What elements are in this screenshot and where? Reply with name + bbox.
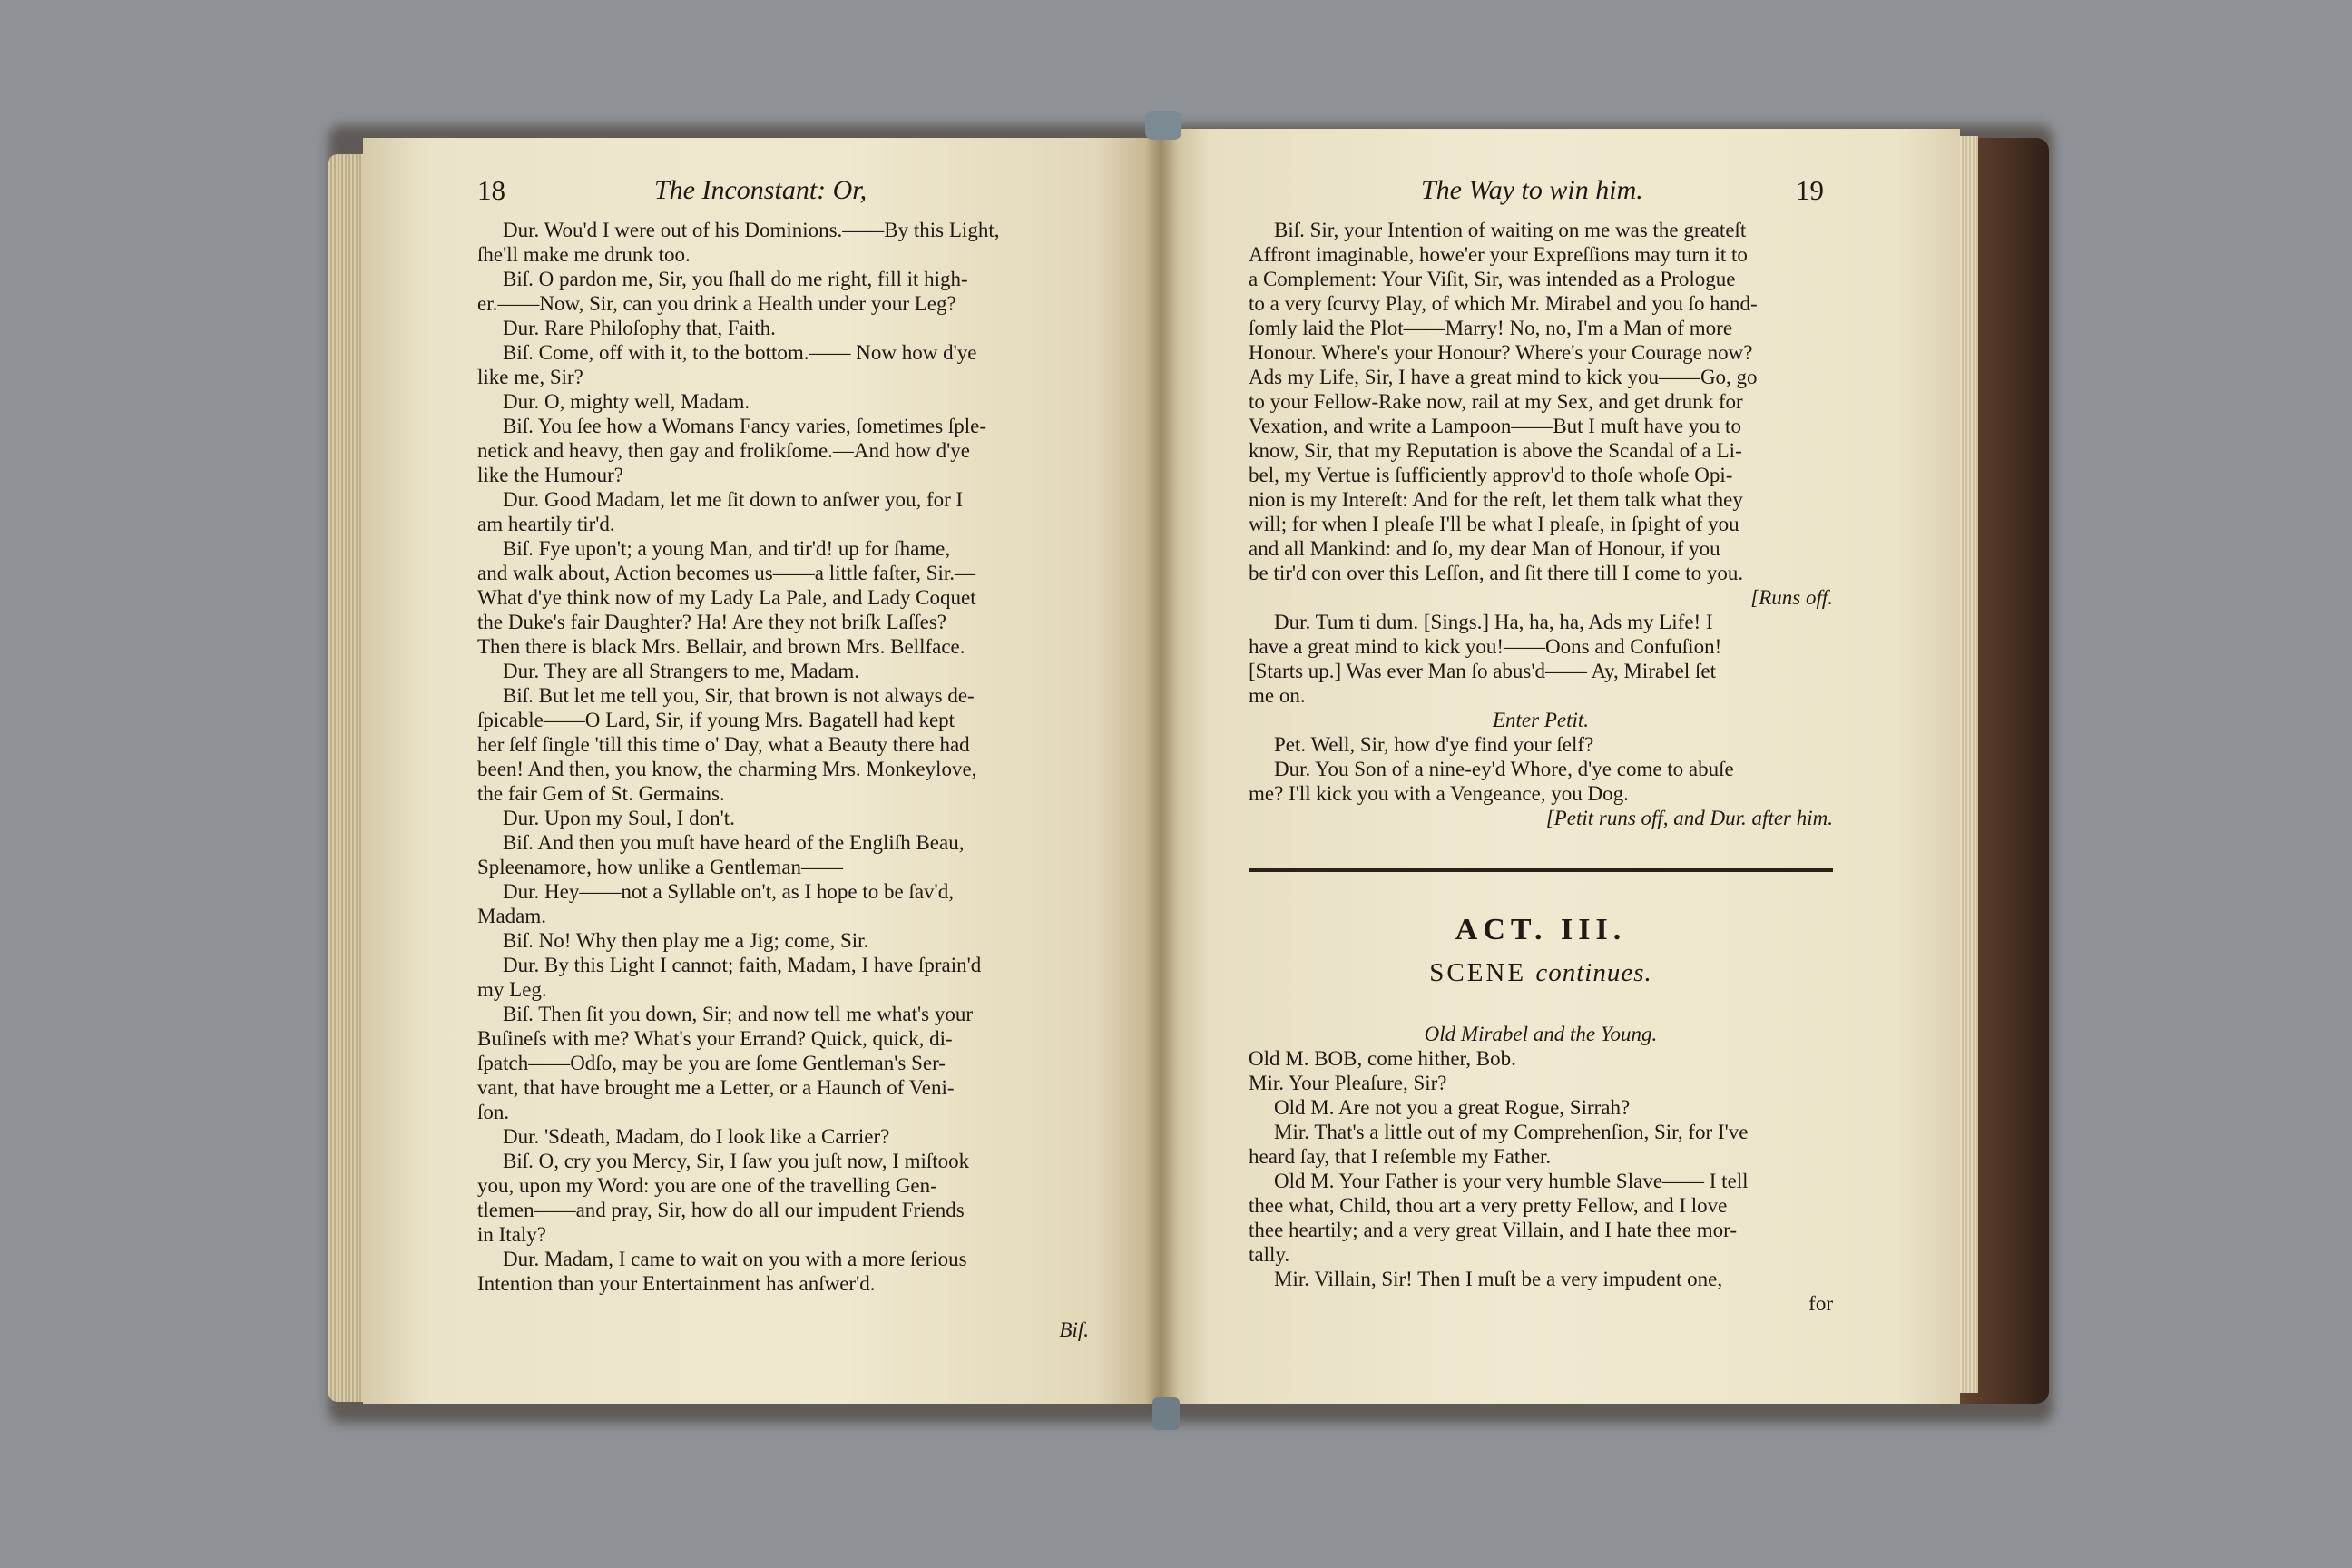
text-line: Spleenamore, how unlike a Gentleman——	[477, 856, 844, 878]
scene-word: SCENE	[1429, 958, 1527, 987]
spine-thread-top	[1145, 111, 1181, 140]
text-line: Dur. You Son of a nine-ey'd Whore, d'ye come to abuſe	[1274, 758, 1734, 780]
text-line: Then there is black Mrs. Bellair, and brown Mrs. Bellface.	[477, 635, 965, 658]
text-line: tally.	[1249, 1243, 1290, 1266]
text-line: Dur. Wou'd I were out of his Dominions.——By this Light,	[503, 219, 1000, 241]
right-page	[1161, 129, 1960, 1404]
text-line: the Duke's fair Daughter? Ha! Are they not briſk Laſſes?	[477, 611, 946, 633]
text-line: and all Mankind: and ſo, my dear Man of Honour, if you	[1249, 537, 1720, 560]
text-line: in Italy?	[477, 1223, 546, 1246]
text-line: you, upon my Word: you are one of the travelling Gen-	[477, 1174, 937, 1197]
text-line: tlemen——and pray, Sir, how do all our impudent Friends	[477, 1199, 965, 1221]
text-line: be tir'd con over this Leſſon, and ſit there till I come to you.	[1249, 562, 1744, 584]
text-line: like the Humour?	[477, 464, 623, 486]
right-text-mid	[1249, 610, 1833, 708]
text-line: Mir. Your Pleaſure, Sir?	[1249, 1072, 1447, 1094]
text-line: Biſ. You ſee how a Womans Fancy varies, ſometimes ſple-	[503, 415, 987, 437]
text-line: [Starts up.] Was ever Man ſo abus'd—— Ay, Mirabel ſet	[1249, 660, 1717, 682]
text-line: Dur. O, mighty well, Madam.	[503, 390, 750, 413]
stage-direction-enter: Enter Petit.	[1492, 709, 1590, 731]
text-line: nion is my Intereſt: And for the reſt, let them talk what they	[1249, 488, 1743, 511]
text-line: Dur. Good Madam, let me ſit down to anſwer you, for I	[503, 488, 964, 511]
act-heading: ACT. III.	[1455, 913, 1627, 946]
text-line: thee what, Child, thou art a very pretty Fellow, and I love	[1249, 1194, 1728, 1217]
catchword-right: for	[1808, 1292, 1833, 1315]
text-line: Dur. Tum ti dum. [Sings.] Ha, ha, ha, Ads my Life! I	[1274, 611, 1713, 633]
text-line: her ſelf ſingle 'till this time o' Day, what a Beauty there had	[477, 733, 970, 756]
text-line: Biſ. Come, off with it, to the bottom.—— Now how d'ye	[503, 341, 977, 364]
text-line: Old M. Are not you a great Rogue, Sirrah?	[1274, 1096, 1631, 1119]
stage-direction-exit: [Petit runs off, and Dur. after him.	[1545, 807, 1833, 829]
text-line: Dur. 'Sdeath, Madam, do I look like a Carrier?	[503, 1125, 890, 1148]
text-line: thee heartily; and a very great Villain, and I hate thee mor-	[1249, 1219, 1738, 1241]
text-line: my Leg.	[477, 978, 547, 1001]
text-line: a Complement: Your Viſit, Sir, was intended as a Prologue	[1249, 268, 1736, 290]
text-line: Affront imaginable, howe'er your Expreſſions may turn it to	[1249, 243, 1748, 266]
text-line: Biſ. And then you muſt have heard of the Engliſh Beau,	[503, 831, 965, 854]
page-number-left: 18	[477, 174, 505, 206]
stage-direction-runs-off: [Runs off.	[1750, 586, 1833, 609]
text-line: me? I'll kick you with a Vengeance, you Dog.	[1249, 782, 1629, 805]
text-line: me on.	[1249, 684, 1306, 707]
text-line: Dur. Hey——not a Syllable on't, as I hope to be ſav'd,	[503, 880, 954, 903]
running-title-left: The Inconstant: Or,	[654, 175, 867, 205]
text-line: Biſ. O, cry you Mercy, Sir, I ſaw you juſt now, I miſtook	[503, 1150, 970, 1172]
text-line: ſon.	[477, 1101, 510, 1123]
text-line: am heartily tir'd.	[477, 513, 615, 535]
text-line: Biſ. Then ſit you down, Sir; and now tell me what's your	[503, 1003, 973, 1025]
text-line: Dur. By this Light I cannot; faith, Madam, I have ſprain'd	[503, 954, 982, 976]
text-line: Biſ. No! Why then play me a Jig; come, Sir.	[503, 929, 869, 952]
text-line: Intention than your Entertainment has anſwer'd.	[477, 1272, 876, 1295]
text-line: Old M. Your Father is your very humble Slave—— I tell	[1274, 1170, 1749, 1192]
text-line: Dur. Madam, I came to wait on you with a more ſerious	[503, 1248, 967, 1270]
left-header	[477, 174, 1089, 209]
right-header	[1249, 174, 1833, 209]
text-line: Biſ. Sir, your Intention of waiting on me was the greateſt	[1274, 219, 1747, 241]
text-line: and walk about, Action becomes us——a little faſter, Sir.—	[477, 562, 976, 584]
text-line: Biſ. But let me tell you, Sir, that brown is not always de-	[503, 684, 975, 707]
stage-direction-characters: Old Mirabel and the Young.	[1424, 1023, 1658, 1045]
page-number-right: 19	[1796, 174, 1824, 206]
text-line: bel, my Vertue is ſufficiently approv'd to thoſe whoſe Opi-	[1249, 464, 1733, 486]
text-line: Biſ. O pardon me, Sir, you ſhall do me right, fill it high-	[503, 268, 968, 290]
text-line: know, Sir, that my Reputation is above the Scandal of a Li-	[1249, 439, 1742, 462]
text-line: Dur. Upon my Soul, I don't.	[503, 807, 735, 829]
text-line: Buſineſs with me? What's your Errand? Quick, quick, di-	[477, 1027, 953, 1050]
left-text-body	[477, 218, 1089, 1296]
text-line: Dur. Rare Philoſophy that, Faith.	[503, 317, 776, 339]
text-line: netick and heavy, then gay and frolikſome.—And how d'ye	[477, 439, 971, 462]
text-line: Ads my Life, Sir, I have a great mind to kick you——Go, go	[1249, 366, 1758, 388]
text-line: to your Fellow-Rake now, rail at my Sex, and get drunk for	[1249, 390, 1743, 413]
text-line: ſomly laid the Plot——Marry! No, no, I'm a Man of more	[1249, 317, 1733, 339]
text-line: Madam.	[477, 905, 547, 927]
text-line: Dur. They are all Strangers to me, Madam.	[503, 660, 860, 682]
right-text-top	[1249, 218, 1833, 585]
spine-thread-bottom	[1152, 1397, 1180, 1430]
scene-heading	[1249, 958, 1833, 987]
text-line: like me, Sir?	[477, 366, 583, 388]
text-line: Biſ. Fye upon't; a young Man, and tir'd! up for ſhame,	[503, 537, 951, 560]
text-line: will; for when I pleaſe I'll be what I pleaſe, in ſpight of you	[1249, 513, 1740, 535]
text-line: to a very ſcurvy Play, of which Mr. Mirabel and you ſo hand-	[1249, 292, 1758, 315]
text-line: er.——Now, Sir, can you drink a Health under your Leg?	[477, 292, 956, 315]
text-line: Mir. Villain, Sir! Then I muſt be a very impudent one,	[1274, 1268, 1723, 1290]
scene-note: continues.	[1535, 958, 1652, 987]
text-line: What d'ye think now of my Lady La Pale, and Lady Coquet	[477, 586, 976, 609]
text-line: been! And then, you know, the charming Mrs. Monkeylove,	[477, 758, 977, 780]
text-line: ſpicable——O Lard, Sir, if young Mrs. Bagatell had kept	[477, 709, 956, 731]
left-page	[363, 138, 1161, 1404]
text-line: Honour. Where's your Honour? Where's your Courage now?	[1249, 341, 1753, 364]
text-line: have a great mind to kick you!——Oons and Confuſion!	[1249, 635, 1722, 658]
text-line: Old M. BOB, come hither, Bob.	[1249, 1047, 1516, 1070]
right-text-after	[1249, 732, 1833, 806]
text-line: heard ſay, that I reſemble my Father.	[1249, 1145, 1552, 1168]
right-text-act	[1249, 1046, 1833, 1291]
text-line: Pet. Well, Sir, how d'ye find your ſelf?	[1274, 733, 1594, 756]
text-line: Vexation, and write a Lampoon——But I muſt have you to	[1249, 415, 1741, 437]
text-line: ſhe'll make me drunk too.	[477, 243, 691, 266]
text-line: Mir. That's a little out of my Comprehenſion, Sir, for I've	[1274, 1121, 1749, 1143]
book-gutter	[1145, 127, 1178, 1411]
catchword-left: Biſ.	[1059, 1318, 1089, 1341]
text-line: ſpatch——Odſo, may be you are ſome Gentleman's Ser-	[477, 1052, 946, 1074]
text-line: the fair Gem of St. Germains.	[477, 782, 725, 805]
text-line: vant, that have brought me a Letter, or a Haunch of Veni-	[477, 1076, 955, 1099]
act-divider-rule	[1249, 868, 1833, 872]
running-title-right: The Way to win him.	[1421, 175, 1643, 205]
